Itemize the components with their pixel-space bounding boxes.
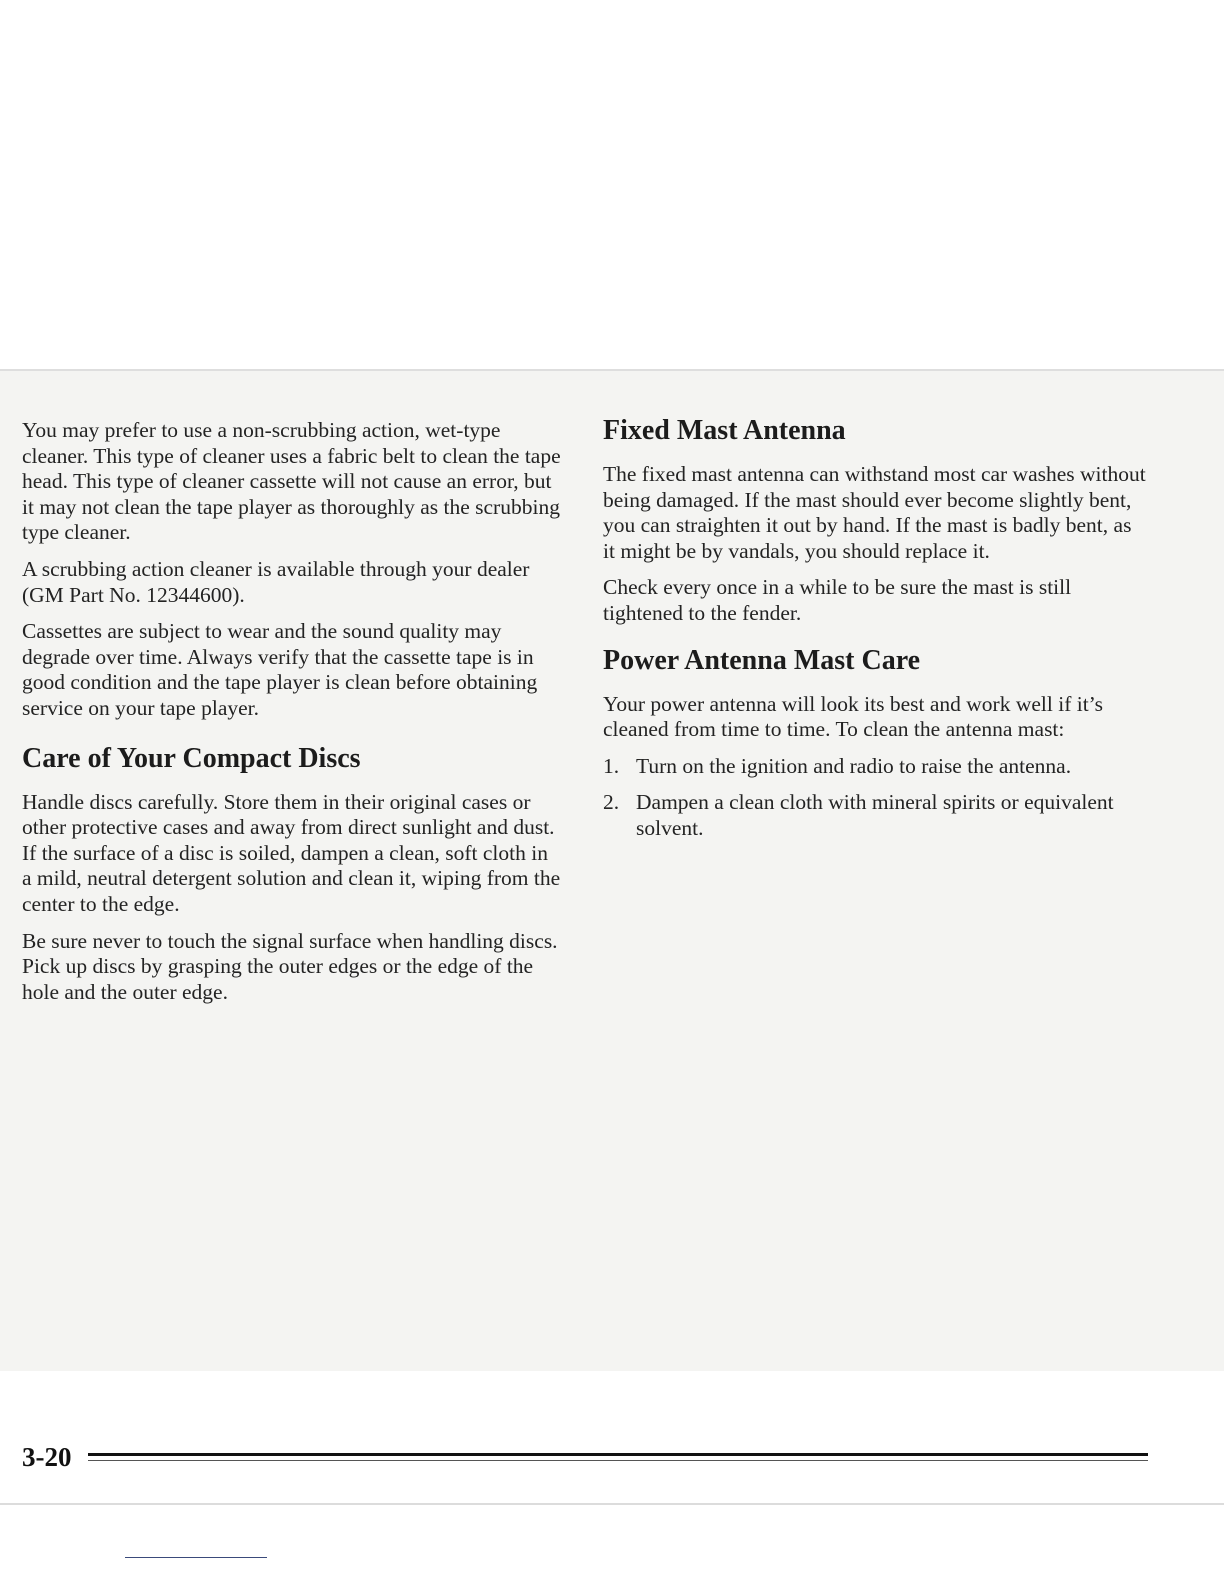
fixed-mast-check-paragraph: Check every once in a while to be sure the mast is still tightened to the fender. bbox=[603, 575, 1072, 625]
page-edge-divider bbox=[0, 1503, 1224, 1505]
section-heading-power-antenna: Power Antenna Mast Care bbox=[603, 644, 921, 676]
part-number-paragraph: A scrubbing action cleaner is available through your dealer (GM Part No. 12344600). bbox=[22, 556, 530, 607]
step-text: Dampen a clean cloth with mineral spirits or equivalent solvent. bbox=[636, 790, 1114, 840]
antenna-cleaning-steps bbox=[603, 754, 1148, 842]
step-text: Turn on the ignition and radio to raise the antenna. bbox=[636, 753, 1072, 778]
right-column bbox=[603, 415, 1148, 853]
step-number: 2. bbox=[603, 790, 620, 815]
bottom-underline-mark bbox=[125, 1557, 267, 1558]
footer-rule bbox=[88, 1453, 1148, 1456]
section-heading-compact-discs: Care of Your Compact Discs bbox=[22, 742, 361, 774]
disc-signal-surface-paragraph: Be sure never to touch the signal surface when handling discs. Pick up discs by grasping the outer edges or the edge of the hole and the outer edge. bbox=[22, 928, 558, 1004]
fixed-mast-paragraph: The fixed mast antenna can withstand most car washes without being damaged. If the mast should ever become slightly bent, you can straighten it out by hand. If the mast is badly bent, as it might be by vandals, you should replace it. bbox=[603, 462, 1146, 563]
list-item bbox=[603, 754, 1148, 780]
step-number: 1. bbox=[603, 753, 620, 778]
disc-handling-paragraph: Handle discs carefully. Store them in their original cases or other protective cases and away from direct sunlight and dust. If the surface of a disc is soiled, dampen a clean, soft cloth in a mild, neutral detergent solution and clean it, wiping from the center to the edge. bbox=[22, 789, 561, 916]
cassette-wear-paragraph: Cassettes are subject to wear and the sound quality may degrade over time. Always verify that the cassette tape is in good condition and the tape player is clean before obtaining service on your tape player. bbox=[22, 619, 538, 720]
section-heading-fixed-mast-antenna: Fixed Mast Antenna bbox=[603, 415, 846, 446]
footer-rule-thin bbox=[88, 1460, 1148, 1461]
list-item bbox=[603, 790, 1148, 841]
left-column bbox=[22, 418, 562, 1016]
page-footer bbox=[22, 1440, 1150, 1474]
power-antenna-paragraph: Your power antenna will look its best and work well if it’s cleaned from time to time. To clean the antenna mast: bbox=[603, 691, 1104, 742]
manual-page bbox=[0, 369, 1224, 1472]
page-number: 3-20 bbox=[22, 1442, 72, 1472]
cleaner-paragraph: You may prefer to use a non-scrubbing action, wet-type cleaner. This type of cleaner uses a fabric belt to clean the tape head. This type of cleaner cassette will not cause an error, but it may not clean the tape player as thoroughly as the scrubbing type cleaner. bbox=[22, 418, 561, 545]
